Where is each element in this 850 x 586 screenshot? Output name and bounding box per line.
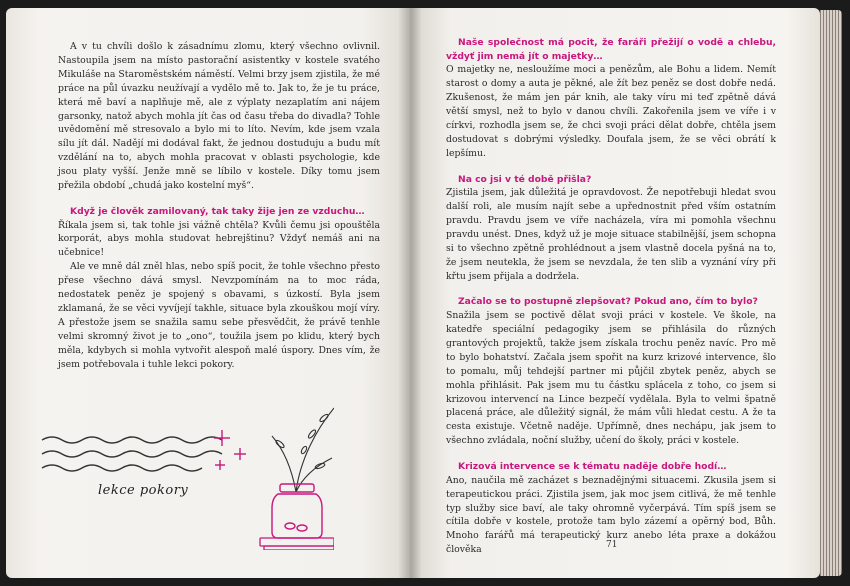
section-heading: Když je člověk zamilovaný, tak taky žije jen ze vzduchu… bbox=[70, 205, 365, 217]
right-page-text bbox=[446, 36, 776, 557]
book-gutter bbox=[398, 8, 422, 578]
paragraph: Ano, naučila mě zacházet s beznadějnými situacemi. Zkusila jsem si terapeutickou práci. Zjistila jsem, jak moc jsem citlivá, že mě tenhle typ služby sice baví, ale taky ohromně vyčerpává. Tím spíš jsem se cítila dobře v kostele, protože tam bylo zázemí a opěrný bod, Bůh. Mnoho farářů má terapeutický kurz anebo léta praxe a dokážou člověka bbox=[446, 474, 776, 556]
section-heading: Naše společnost má pocit, že faráři přežijí o vodě a chlebu, vždyť jim nemá jít o majetky… bbox=[446, 37, 776, 62]
paragraph: Snažila jsem se poctivě dělat svoji práci v kostele. Ve škole, na katedře speciální pedagogiky jsem se přihlásila do různých grantových projektů, takže jsem získala trochu peněz navíc. Pro mě to bylo bohatství. Začala jsem spořit na kurz krizové intervence, šlo to pomalu, můj tehdejší partner mi půjčil zbytek peněz, abych se mohla přihlásit. Pak jsem mu tu částku splácela z toho, co jsem si krizovou intervencí na Lince bezpečí vydělala. Byla to velmi špatně placená práce, ale důležitý signál, že mám vůli hledat cestu. A že ta cesta existuje. Včetně naděje. Upřímně, dnes nechápu, jak jsem to všechno zvládala, noční služby, učení do školy, práci v kostele. bbox=[446, 310, 776, 447]
paragraph: A v tu chvíli došlo k zásadnímu zlomu, který všechno ovlivnil. Nastoupila jsem na místo pastorační asistentky v kostele svatého Mikuláše na Staroměstském náměstí. Velmi brzy jsem zjistila, že mé práce na půl úvazku neužívají a vydělo mě to. Jak to, že je tu práce, která mě baví a naplňuje mě, ale z výplaty nezaplatím ani nájem garsonky, natož abych mohla jít čas od času třeba do divadla? Tohle uvědomění mě stresovalo a bylo mi to líto. Nevím, kde jsem vzala sílu jít dál. Nadějí mi dodával fakt, že jednou dostuduju a budu mít vzdělání na to, abych mohla pracovat v oblasti psychologie, kde jsou platy vyšší. Jenže mně se líbilo v kostele. Díky tomu jsem přežila období „chudá jako kostelní myš“. bbox=[58, 41, 380, 192]
wavy-line-icon bbox=[42, 465, 202, 471]
section-heading: Na co jsi v té době přišla? bbox=[458, 173, 592, 185]
sparkle-icon bbox=[214, 430, 246, 470]
left-page bbox=[6, 8, 410, 578]
wavy-line-icon bbox=[42, 437, 222, 443]
jar-icon bbox=[272, 484, 322, 538]
paragraph: O majetky ne, nesloužíme moci a penězům, ale Bohu a lidem. Nemít starost o domy a auta je pěkné, ale žít bez peněz se dost dobře nedá. Zkušenost, že mám jen pár knih, ale taky víru mi teď zpětně dává větší smysl, než to bylo v danou chvíli. Zakořenila jsem ve víře i v církvi, rozhodla jsem se, že chci svoji práci dělat dobře, chtěla jsem dostudovat s dobrými výsledky. Doufala jsem, že se věci obrátí k lepšímu. bbox=[446, 64, 776, 159]
doodle-illustration bbox=[34, 400, 334, 550]
wavy-line-icon bbox=[42, 451, 222, 457]
plant-icon bbox=[272, 408, 334, 492]
section-heading: Krizová intervence se k tématu naděje dobře hodí… bbox=[458, 461, 727, 473]
page-edges bbox=[820, 10, 842, 576]
left-page-text bbox=[58, 40, 380, 372]
right-page bbox=[410, 8, 820, 578]
handwritten-note: lekce pokory bbox=[98, 483, 189, 498]
page-number: 71 bbox=[606, 540, 618, 550]
paragraph: Ale ve mně dál zněl hlas, nebo spíš pocit, že tohle všechno přesto přese všechno dává smysl. Nevzpomínám na to moc ráda, nedostatek peněz je spojený s obavami, s úzkostí. Byla jsem zklamaná, že se věci vyvíjejí takhle, situace byla zkouškou mojí víry. A přestože jsem se snažila samu sebe přesvědčit, že právě tenhle velmi skromný život je to „ono“, toužila jsem po klidu, který bych měla, kdybych si mohla vytvořit alespoň malé úspory. Dnes vím, že jsem potřebovala i tuhle lekci pokory. bbox=[58, 261, 380, 370]
paragraph: Zjistila jsem, jak důležitá je opravdovost. Že nepotřebuji hledat svou další roli, ale musím najít sebe a upřednostnit před vším ostatním pravdu. Pravdu jsem ve víře nacházela, víra mi pomohla všechnu pravdu unést. Dnes, když už je moje situace stabilnější, jsem schopna si to všechno zpětně prohlédnout a jsem vlastně docela pyšná na to, že jsem neutekla, že jsem se nevzdala, že ten slib a vyznání víry při křtu jsem přijala a dodržela. bbox=[446, 187, 776, 282]
books-icon bbox=[260, 538, 334, 550]
paragraph: Říkala jsem si, tak tohle jsi vážně chtěla? Kvůli čemu jsi opouštěla korporát, abys mohla studovat hebrejštinu? Vždyť nemáš ani na učebnice! bbox=[58, 219, 380, 259]
section-heading: Začalo se to postupně zlepšovat? Pokud ano, čím to bylo? bbox=[458, 296, 758, 308]
